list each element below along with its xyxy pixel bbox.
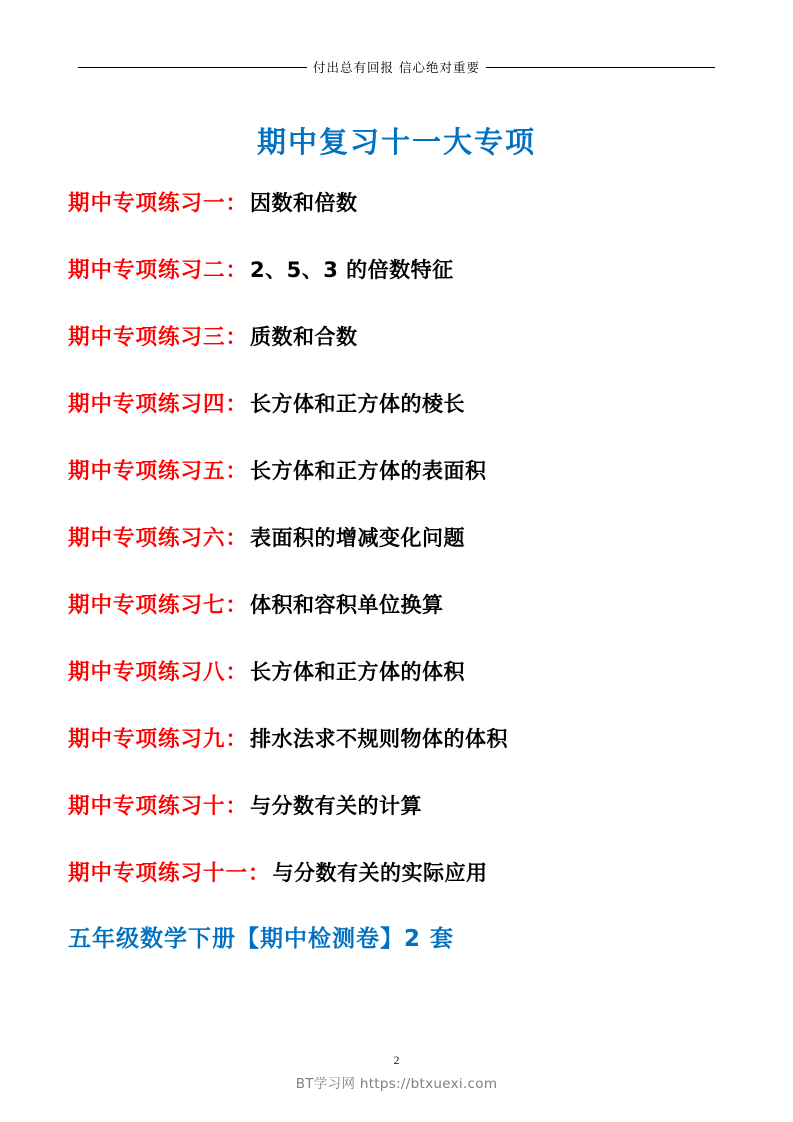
- list-item-text: 与分数有关的计算: [250, 794, 423, 818]
- list-item: [68, 454, 728, 521]
- list-item: [68, 856, 728, 923]
- list-item-label: 期中专项练习四：: [68, 392, 249, 417]
- list-item-label: 期中专项练习一：: [68, 191, 249, 216]
- footer-brand: BT学习网 https://btxuexi.com: [295, 1076, 498, 1092]
- page-title: 期中复习十一大专项: [256, 125, 536, 159]
- list-item-label: 期中专项练习八：: [68, 660, 249, 685]
- list-item-text: 排水法求不规则物体的体积: [250, 727, 509, 751]
- list-item-text: 因数和倍数: [250, 191, 358, 215]
- list-item: [68, 655, 728, 722]
- list-item-text: 长方体和正方体的表面积: [250, 459, 487, 483]
- header-rule-left: [78, 67, 307, 68]
- list-item-label: 期中专项练习六：: [68, 526, 249, 551]
- list-item-text: 长方体和正方体的体积: [250, 660, 466, 684]
- list-item-label: 期中专项练习五：: [68, 459, 249, 484]
- list-item-text: 长方体和正方体的棱长: [250, 392, 466, 416]
- list-item-label: 期中专项练习十：: [68, 794, 249, 819]
- list-item-label: 期中专项练习三：: [68, 325, 249, 350]
- list-item: [68, 789, 728, 856]
- list-item-label: 期中专项练习七：: [68, 593, 249, 618]
- list-item: [68, 521, 728, 588]
- list-item-text: 体积和容积单位换算: [250, 593, 444, 617]
- list-item-text: 表面积的增减变化问题: [250, 526, 466, 550]
- list-item-label: 期中专项练习十一：: [68, 861, 271, 886]
- list-item-label: 期中专项练习九：: [68, 727, 249, 752]
- list-item: [68, 588, 728, 655]
- practice-item-list: [68, 186, 728, 923]
- header-rule-right: [486, 67, 715, 68]
- list-item: [68, 186, 728, 253]
- list-item: [68, 387, 728, 454]
- list-item: [68, 320, 728, 387]
- list-item-text: 质数和合数: [250, 325, 358, 349]
- list-item-text: 与分数有关的实际应用: [272, 861, 488, 885]
- list-item: [68, 253, 728, 320]
- exam-paper-note: 五年级数学下册【期中检测卷】2 套: [68, 926, 455, 952]
- header-motto: 付出总有回报 信心绝对重要: [313, 60, 480, 75]
- list-item: [68, 722, 728, 789]
- page-header: [78, 55, 715, 79]
- list-item-label: 期中专项练习二：: [68, 258, 249, 283]
- list-item-text: 2、5、3 的倍数特征: [250, 258, 454, 282]
- page-number: 2: [393, 1053, 400, 1067]
